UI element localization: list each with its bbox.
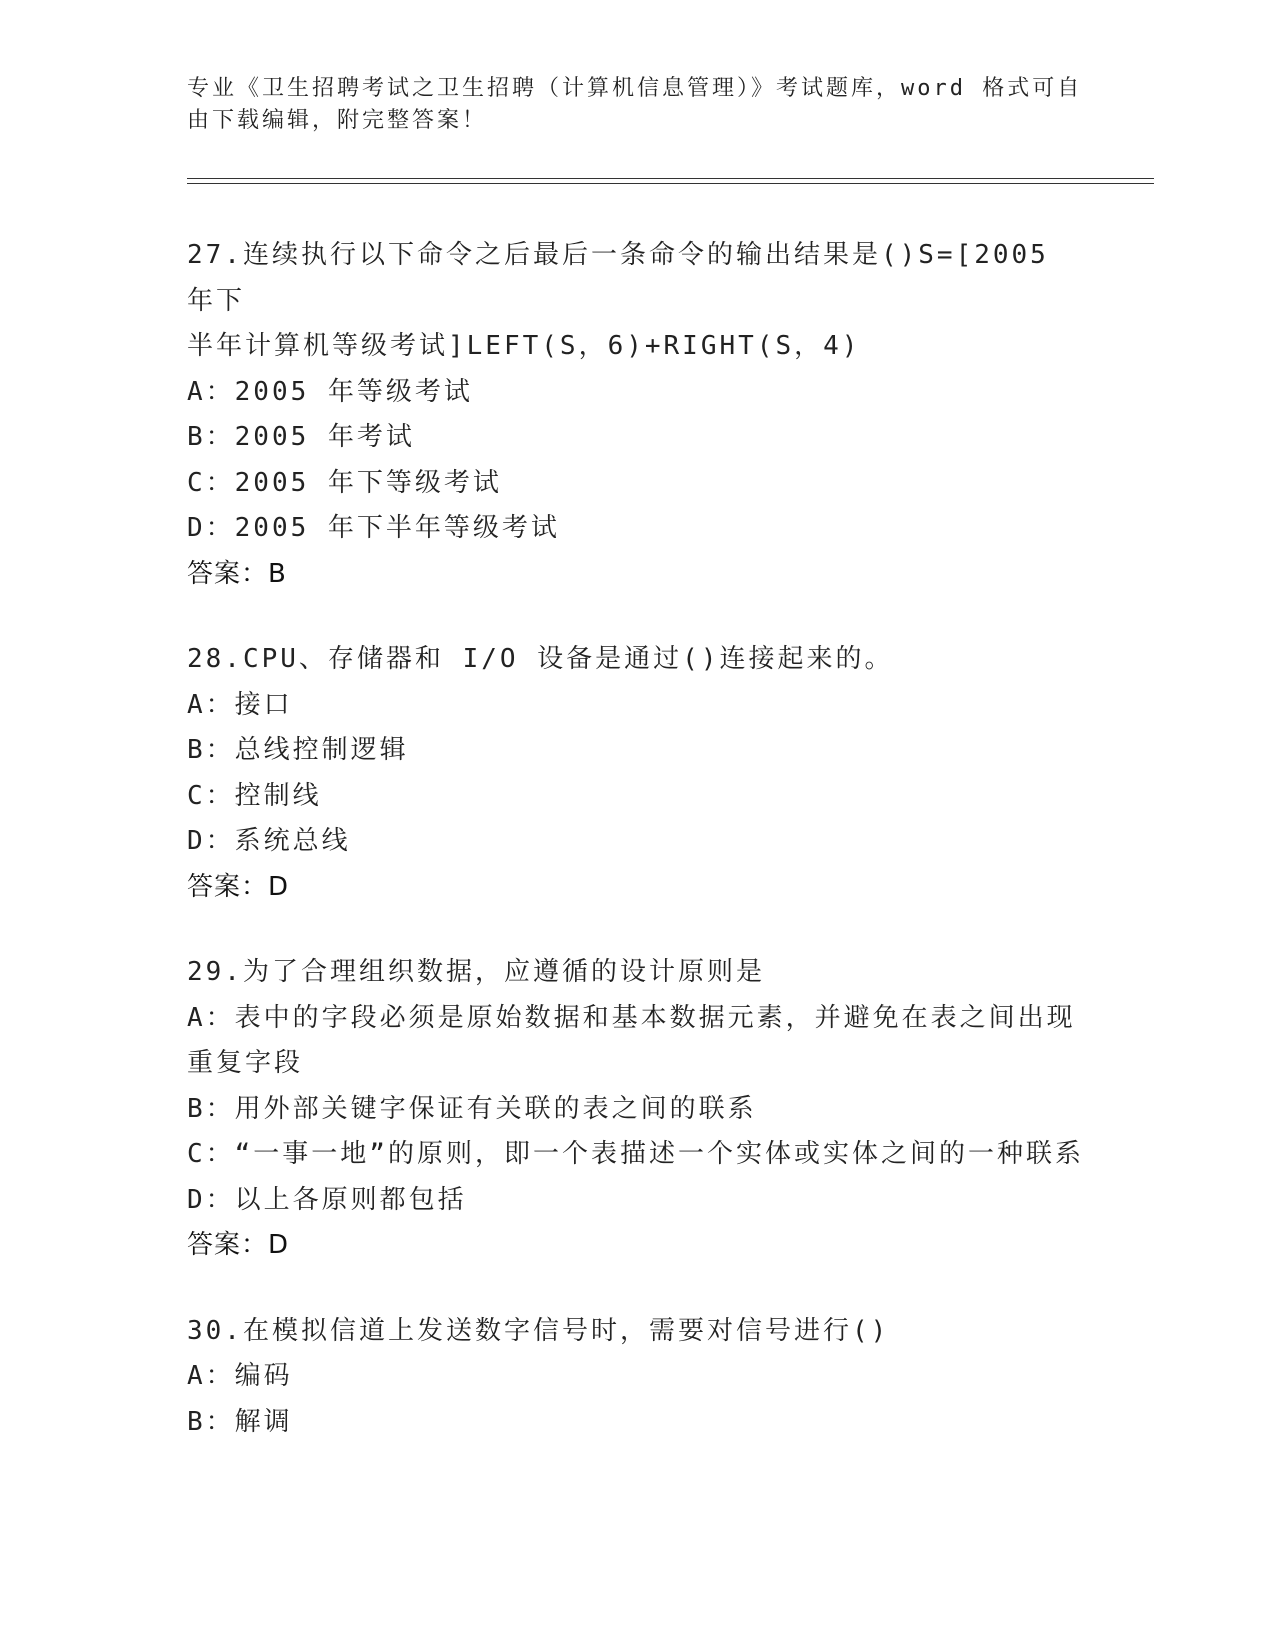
question-stem-line: 30.在模拟信道上发送数字信号时，需要对信号进行() [187,1315,890,1346]
option-c: C：2005 年下等级考试 [187,467,502,498]
option-c: C：“一事一地”的原则，即一个表描述一个实体或实体之间的一种联系 [187,1139,1084,1169]
question-30 [187,1309,1087,1446]
question-stem-line: 28.CPU、存储器和 I/O 设备是通过()连接起来的。 [187,644,894,674]
option-d: D：以上各原则都包括 [187,1184,467,1215]
option-a: A：表中的字段必须是原始数据和基本数据元素，并避免在表之间出现重复字段 [187,1002,1076,1078]
option-d: D：2005 年下半年等级考试 [187,513,560,543]
option-d: D：系统总线 [187,826,351,856]
question-29 [187,950,1087,1269]
question-stem-line: 29.为了合理组织数据，应遵循的设计原则是 [187,957,765,987]
question-stem-line: 27.连续执行以下命令之后最后一条命令的输出结果是()S=[2005 年下 [187,240,1049,316]
answer-label: 答案：B [187,558,287,589]
option-b: B：用外部关键字保证有关联的表之间的联系 [187,1093,757,1124]
option-a: A：接口 [187,689,293,720]
option-c: C：控制线 [187,780,322,811]
question-stem-line: 半年计算机等级考试]LEFT(S，6)+RIGHT(S，4) [187,331,861,361]
question-28 [187,637,1087,910]
document-header: 专业《卫生招聘考试之卫生招聘（计算机信息管理）》考试题库，word 格式可自由下载编辑，附完整答案！ [187,76,1083,133]
option-b: B：解调 [187,1406,293,1437]
answer-label: 答案：D [187,1230,290,1260]
option-b: B：2005 年考试 [187,422,415,452]
option-a: A：编码 [187,1361,293,1391]
answer-label: 答案：D [187,871,290,902]
option-b: B：总线控制逻辑 [187,735,409,765]
option-a: A：2005 年等级考试 [187,376,473,407]
question-list [187,233,1087,1485]
question-27 [187,233,1087,597]
header-divider-bottom [187,183,1154,184]
header-divider-top [187,178,1154,179]
